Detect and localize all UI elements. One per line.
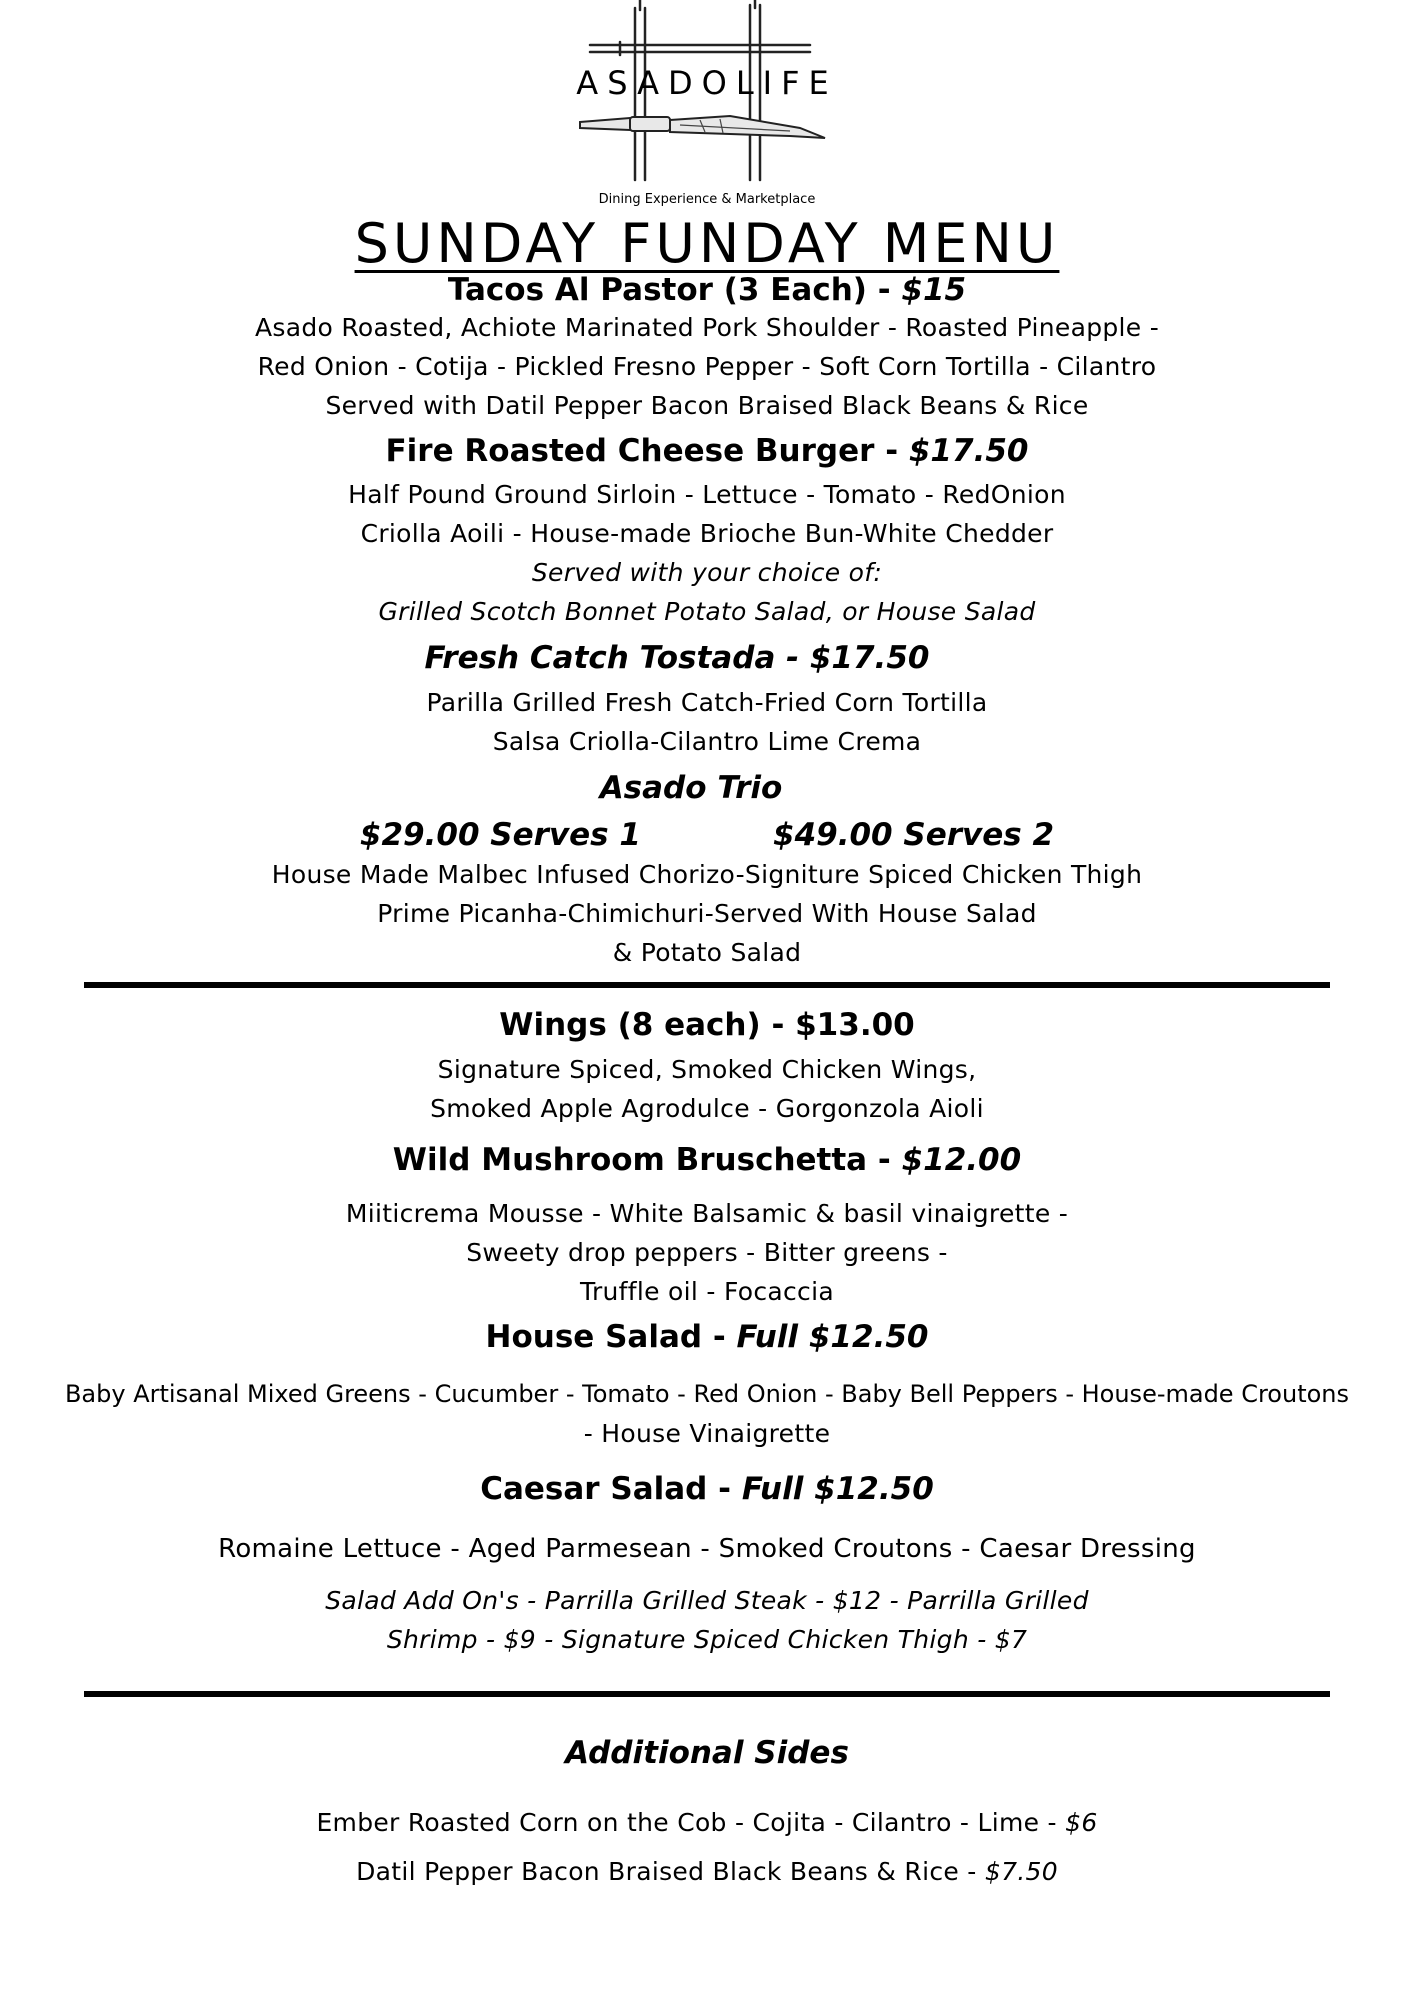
- item-desc-line: Criolla Aoili - House-made Brioche Bun-White Chedder: [360, 519, 1054, 548]
- item-desc-line: Served with Datil Pepper Bacon Braised Black Beans & Rice: [325, 391, 1089, 420]
- item-prices-trio: $29.00 Serves 1 $49.00 Serves 2: [359, 817, 1055, 853]
- item-desc-line: Sweety drop peppers - Bitter greens -: [466, 1238, 948, 1267]
- item-choice-line: Grilled Scotch Bonnet Potato Salad, or House Salad: [378, 597, 1036, 626]
- item-title-trio: Asado Trio: [599, 770, 783, 806]
- item-desc-line: Baby Artisanal Mixed Greens - Cucumber - Tomato - Red Onion - Baby Bell Peppers - House-made Croutons: [64, 1380, 1350, 1408]
- item-choice-line: Served with your choice of:: [531, 558, 883, 587]
- item-title-house-salad: House Salad - Full $12.50: [485, 1319, 929, 1355]
- item-desc-line: Salsa Criolla-Cilantro Lime Crema: [492, 727, 922, 756]
- item-desc-line: & Potato Salad: [612, 938, 802, 967]
- item-desc-line: Red Onion - Cotija - Pickled Fresno Pepper - Soft Corn Tortilla - Cilantro: [257, 352, 1157, 381]
- item-desc-line: Miiticrema Mousse - White Balsamic & basil vinaigrette -: [345, 1199, 1069, 1228]
- item-desc-line: Smoked Apple Agrodulce - Gorgonzola Aioli: [430, 1094, 984, 1123]
- addon-line: Shrimp - $9 - Signature Spiced Chicken Thigh - $7: [386, 1625, 1028, 1654]
- item-title-caesar: Caesar Salad - Full $12.50: [480, 1471, 934, 1507]
- item-desc-line: Romaine Lettuce - Aged Parmesean - Smoked Croutons - Caesar Dressing: [218, 1534, 1196, 1564]
- section-divider: [84, 982, 1330, 988]
- page-title: SUNDAY FUNDAY MENU: [354, 212, 1060, 275]
- item-title-tostada: Fresh Catch Tostada - $17.50: [424, 640, 930, 676]
- item-title-wings: Wings (8 each) - $13.00: [499, 1007, 915, 1043]
- item-desc-line: Parilla Grilled Fresh Catch-Fried Corn Tortilla: [426, 688, 988, 717]
- item-desc-line: Truffle oil - Focaccia: [580, 1277, 834, 1306]
- item-title-burger: Fire Roasted Cheese Burger - $17.50: [385, 433, 1029, 469]
- brand-name: ASADOLIFE: [576, 64, 838, 102]
- item-desc-line: Asado Roasted, Achiote Marinated Pork Shoulder - Roasted Pineapple -: [254, 313, 1160, 342]
- item-title-tacos: Tacos Al Pastor (3 Each) - $15: [447, 272, 967, 308]
- side-item: Datil Pepper Bacon Braised Black Beans & Rice - $7.50: [356, 1857, 1058, 1886]
- addon-line: Salad Add On's - Parrilla Grilled Steak - $12 - Parrilla Grilled: [325, 1586, 1089, 1615]
- brand-tagline: Dining Experience & Marketplace: [598, 192, 816, 207]
- item-desc-line: Half Pound Ground Sirloin - Lettuce - Tomato - RedOnion: [348, 480, 1066, 509]
- section-divider: [84, 1691, 1330, 1697]
- side-item: Ember Roasted Corn on the Cob - Cojita - Cilantro - Lime - $6: [316, 1808, 1098, 1837]
- item-desc-line: Signature Spiced, Smoked Chicken Wings,: [437, 1055, 977, 1084]
- sides-heading: Additional Sides: [565, 1735, 849, 1771]
- item-desc-line: - House Vinaigrette: [583, 1419, 831, 1448]
- item-desc-line: House Made Malbec Infused Chorizo-Signiture Spiced Chicken Thigh: [271, 860, 1143, 889]
- item-desc-line: Prime Picanha-Chimichuri-Served With House Salad: [377, 899, 1037, 928]
- item-title-bruschetta: Wild Mushroom Bruschetta - $12.00: [392, 1142, 1022, 1178]
